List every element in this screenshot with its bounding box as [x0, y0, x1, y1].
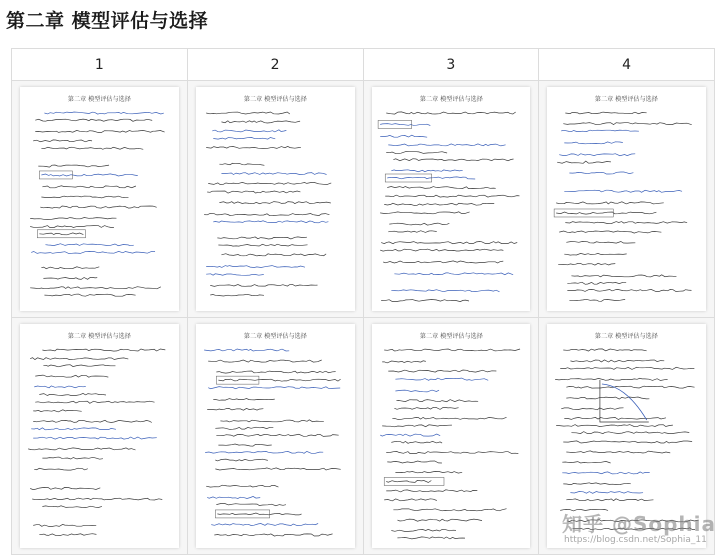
handwritten-line: [218, 244, 307, 246]
handwritten-line: [384, 203, 494, 205]
handwritten-line: [566, 222, 688, 224]
boxed-note: [385, 174, 431, 182]
note-page-image[interactable]: [20, 87, 179, 311]
handwritten-line: [570, 172, 634, 174]
handwritten-line: [564, 441, 693, 443]
handwritten-line: [41, 196, 128, 198]
handwritten-line: [388, 231, 436, 233]
handwritten-line: [218, 444, 271, 446]
handwritten-line: [565, 253, 627, 255]
handwritten-line: [567, 241, 636, 243]
column-header-2: 2: [187, 49, 363, 81]
handwritten-line: [393, 509, 506, 511]
handwritten-line: [568, 282, 627, 284]
note-heading: 第二章 模型评估与选择: [595, 96, 659, 103]
handwritten-line: [387, 177, 475, 179]
handwritten-line: [206, 146, 301, 148]
handwritten-line: [221, 173, 326, 175]
handwritten-line: [381, 300, 469, 302]
table-header-row: [12, 49, 715, 81]
handwritten-line: [384, 499, 437, 501]
page-title: 第二章 模型评估与选择: [6, 10, 209, 32]
watermark-url: https://blog.csdn.net/Sophia_11: [564, 535, 707, 545]
handwritten-line: [206, 266, 305, 268]
handwritten-line: [38, 165, 109, 167]
table-cell: [187, 81, 363, 318]
note-heading: 第二章 模型评估与选择: [419, 96, 483, 103]
handwritten-line: [207, 191, 300, 193]
handwritten-line: [567, 397, 650, 399]
handwritten-line: [386, 480, 431, 482]
handwritten-line: [207, 408, 263, 410]
handwritten-line: [30, 487, 100, 489]
handwritten-line: [559, 231, 661, 233]
handwritten-line: [565, 190, 683, 192]
boxed-note: [39, 171, 72, 179]
handwritten-line: [32, 498, 162, 500]
handwritten-line: [40, 206, 156, 208]
handwritten-line: [570, 299, 626, 301]
handwritten-line: [560, 367, 694, 369]
column-header-1: 1: [12, 49, 188, 81]
handwriting-scribbles: [372, 324, 531, 548]
handwritten-line: [44, 112, 163, 114]
handwritten-line: [204, 349, 289, 351]
handwritten-line: [212, 130, 286, 132]
handwritten-line: [567, 386, 695, 388]
handwritten-line: [43, 277, 97, 279]
handwritten-line: [220, 420, 323, 422]
handwritten-line: [395, 378, 488, 380]
table-cell: [363, 81, 539, 318]
handwritten-line: [380, 249, 503, 251]
handwritten-line: [559, 154, 635, 156]
column-header-3: 3: [363, 49, 539, 81]
handwritten-line: [34, 468, 88, 470]
handwritten-line: [41, 147, 143, 149]
handwritten-line: [396, 400, 478, 402]
handwritten-line: [387, 187, 495, 189]
boxed-note: [384, 477, 444, 485]
handwritten-line: [214, 534, 332, 536]
table-cell: [363, 318, 539, 555]
handwritten-line: [208, 182, 331, 184]
handwritten-line: [41, 267, 99, 269]
handwritten-line: [571, 492, 644, 494]
handwritten-line: [215, 427, 273, 429]
handwritten-line: [388, 144, 505, 146]
boxed-note: [378, 120, 412, 128]
handwritten-line: [219, 163, 264, 165]
handwritten-line: [215, 468, 340, 470]
handwritten-line: [39, 393, 106, 395]
handwritten-line: [221, 121, 300, 123]
handwritten-line: [33, 420, 152, 422]
handwritten-line: [42, 349, 165, 351]
watermark-brand: 知乎 @Sophia: [562, 512, 717, 536]
handwritten-line: [564, 349, 647, 351]
handwritten-line: [33, 410, 81, 412]
table-cell: [187, 318, 363, 555]
note-page-image[interactable]: [372, 87, 531, 311]
handwritten-line: [571, 360, 665, 362]
note-page-image[interactable]: [196, 87, 355, 311]
handwritten-line: [35, 375, 108, 377]
sketch-curve: [602, 384, 647, 420]
handwritten-line: [386, 112, 515, 114]
handwritten-line: [44, 294, 135, 296]
note-heading: 第二章 模型评估与选择: [243, 333, 307, 340]
handwritten-line: [210, 285, 317, 287]
notes-table: [11, 48, 715, 555]
handwritten-line: [35, 130, 164, 132]
handwritten-line: [391, 290, 499, 292]
note-page-image[interactable]: [372, 324, 531, 548]
handwritten-line: [45, 244, 133, 246]
handwritten-line: [556, 212, 656, 214]
handwritten-line: [35, 401, 154, 403]
table-cell: [539, 81, 715, 318]
handwritten-line: [566, 112, 647, 114]
handwritten-line: [30, 358, 128, 360]
handwritten-line: [41, 174, 137, 176]
handwritten-line: [31, 428, 116, 430]
handwriting-scribbles: [196, 324, 355, 548]
note-page-image[interactable]: [20, 324, 179, 548]
handwritten-line: [386, 452, 518, 454]
handwritten-line: [392, 417, 506, 419]
handwritten-line: [206, 485, 278, 487]
handwritten-line: [216, 504, 286, 506]
handwritten-line: [563, 472, 650, 474]
note-heading: 第二章 模型评估与选择: [67, 333, 131, 340]
handwritten-line: [33, 437, 157, 439]
handwritten-line: [204, 214, 329, 216]
handwritten-line: [215, 459, 268, 461]
handwritten-line: [42, 186, 136, 188]
handwritten-line: [556, 202, 664, 204]
handwritten-line: [380, 434, 440, 436]
note-page-image[interactable]: [196, 324, 355, 548]
handwritten-line: [42, 457, 103, 459]
handwritten-line: [557, 161, 611, 163]
handwritten-line: [217, 237, 307, 239]
handwritten-line: [30, 226, 114, 228]
handwritten-line: [30, 218, 116, 220]
handwritten-line: [205, 451, 323, 453]
handwritten-line: [395, 471, 462, 473]
handwritten-line: [30, 287, 161, 289]
handwritten-line: [380, 135, 427, 137]
handwritten-line: [216, 371, 335, 373]
handwritten-line: [210, 294, 264, 296]
handwritten-line: [567, 499, 654, 501]
handwritten-line: [395, 390, 439, 392]
handwritten-line: [208, 360, 321, 362]
note-heading: 第二章 模型评估与选择: [419, 333, 483, 340]
handwritten-line: [383, 261, 503, 263]
handwritten-line: [565, 417, 667, 419]
handwritten-line: [382, 361, 426, 363]
note-heading: 第二章 模型评估与选择: [67, 96, 131, 103]
handwritten-line: [397, 519, 482, 521]
handwritten-line: [564, 483, 631, 485]
handwritten-line: [394, 407, 458, 409]
handwritten-line: [33, 140, 92, 142]
handwritten-line: [219, 202, 330, 204]
handwritten-line: [206, 274, 264, 276]
handwritten-line: [39, 534, 96, 536]
handwritten-line: [28, 448, 135, 450]
handwritten-line: [563, 461, 611, 463]
note-page-image[interactable]: [547, 87, 706, 311]
handwritten-line: [381, 242, 517, 244]
handwritten-line: [389, 223, 449, 225]
handwritten-line: [568, 289, 692, 291]
table-cell: [12, 318, 188, 555]
handwritten-line: [34, 386, 85, 388]
handwriting-scribbles: [372, 87, 531, 311]
handwritten-line: [380, 124, 430, 126]
handwritten-line: [393, 159, 513, 161]
handwritten-line: [556, 425, 673, 427]
handwriting-scribbles: [547, 87, 706, 311]
handwritten-line: [567, 451, 671, 453]
handwritten-line: [216, 434, 338, 436]
handwritten-line: [391, 441, 442, 443]
handwritten-line: [572, 432, 690, 434]
table-cell: [12, 81, 188, 318]
handwriting-scribbles: [20, 324, 179, 548]
handwritten-line: [35, 119, 152, 121]
note-heading: 第二章 模型评估与选择: [595, 333, 659, 340]
handwritten-line: [208, 387, 340, 389]
handwritten-line: [565, 142, 624, 144]
handwritten-line: [388, 370, 496, 372]
handwritten-line: [391, 529, 456, 531]
note-heading: 第二章 模型评估与选择: [243, 96, 307, 103]
handwritten-line: [561, 408, 623, 410]
handwritten-line: [572, 275, 677, 277]
handwritten-line: [211, 524, 318, 526]
handwritten-line: [33, 524, 96, 526]
handwritten-line: [387, 461, 442, 463]
handwritten-line: [43, 365, 115, 367]
handwritten-line: [31, 251, 155, 253]
handwriting-scribbles: [20, 87, 179, 311]
handwritten-line: [394, 273, 513, 275]
handwritten-line: [206, 112, 290, 114]
handwritten-line: [213, 138, 275, 140]
handwritten-line: [397, 537, 465, 539]
handwritten-line: [380, 212, 469, 214]
handwritten-line: [218, 379, 340, 381]
handwritten-line: [386, 152, 447, 154]
handwritten-line: [391, 170, 462, 172]
handwritten-line: [386, 490, 477, 492]
handwritten-line: [221, 254, 326, 256]
handwritten-line: [561, 130, 639, 132]
handwritten-line: [217, 513, 301, 515]
handwritten-line: [382, 425, 452, 427]
handwritten-line: [213, 399, 274, 401]
handwritten-line: [558, 263, 615, 265]
handwritten-line: [207, 496, 260, 498]
table-row: [12, 81, 715, 318]
handwritten-line: [555, 378, 667, 380]
handwriting-scribbles: [196, 87, 355, 311]
handwritten-line: [384, 349, 520, 351]
column-header-4: 4: [539, 49, 715, 81]
handwritten-line: [564, 123, 692, 125]
handwritten-line: [385, 195, 519, 197]
handwritten-line: [39, 233, 83, 235]
handwritten-line: [42, 506, 102, 508]
handwritten-line: [213, 221, 328, 223]
